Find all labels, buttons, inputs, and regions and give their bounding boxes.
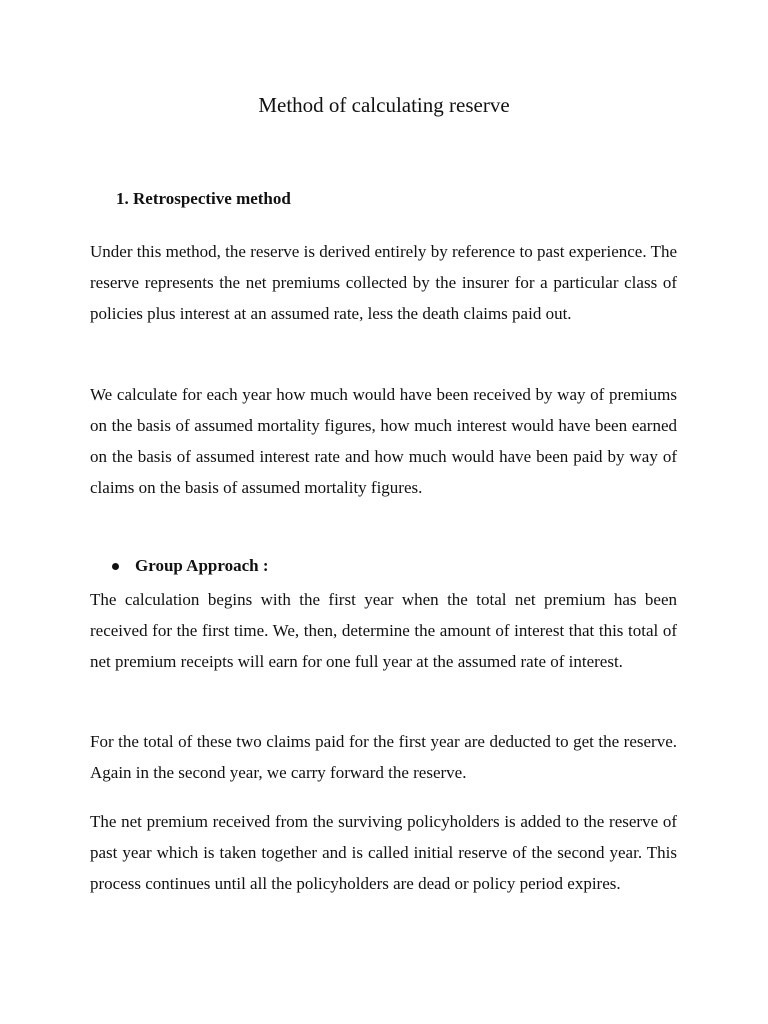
bullet-dot-icon: [112, 563, 119, 570]
paragraph-group-approach-1: The calculation begins with the first year when the total net premium has been received for the first time. We, then, determine the amount of interest that this total of net premium receipts will earn for one full year at the assumed rate of interest.: [90, 590, 677, 671]
bullet-label: Group Approach :: [135, 556, 269, 575]
document-title: Method of calculating reserve: [258, 93, 510, 117]
paragraph-retrospective-intro: Under this method, the reserve is derived entirely by reference to past experience. The reserve represents the net premiums collected by the insurer for a particular class of policies plus interest at an assumed rate, less the death claims paid out.: [90, 242, 677, 323]
paragraph-group-approach-2: For the total of these two claims paid for the first year are deducted to get the reserve. Again in the second year, we carry forward the reserve.: [90, 732, 677, 782]
paragraph-group-approach-3: The net premium received from the surviving policyholders is added to the reserve of past year which is taken together and is called initial reserve of the second year. This process continues until all the policyholders are dead or policy period expires.: [90, 812, 677, 893]
paragraph-retrospective-calculation: We calculate for each year how much would have been received by way of premiums on the basis of assumed mortality figures, how much interest would have been earned on the basis of assumed interest rate and how much would have been paid by way of claims on the basis of assumed mortality figures.: [90, 385, 677, 497]
section-heading-retrospective: 1. Retrospective method: [116, 189, 291, 208]
bullet-group-approach: [112, 556, 269, 576]
